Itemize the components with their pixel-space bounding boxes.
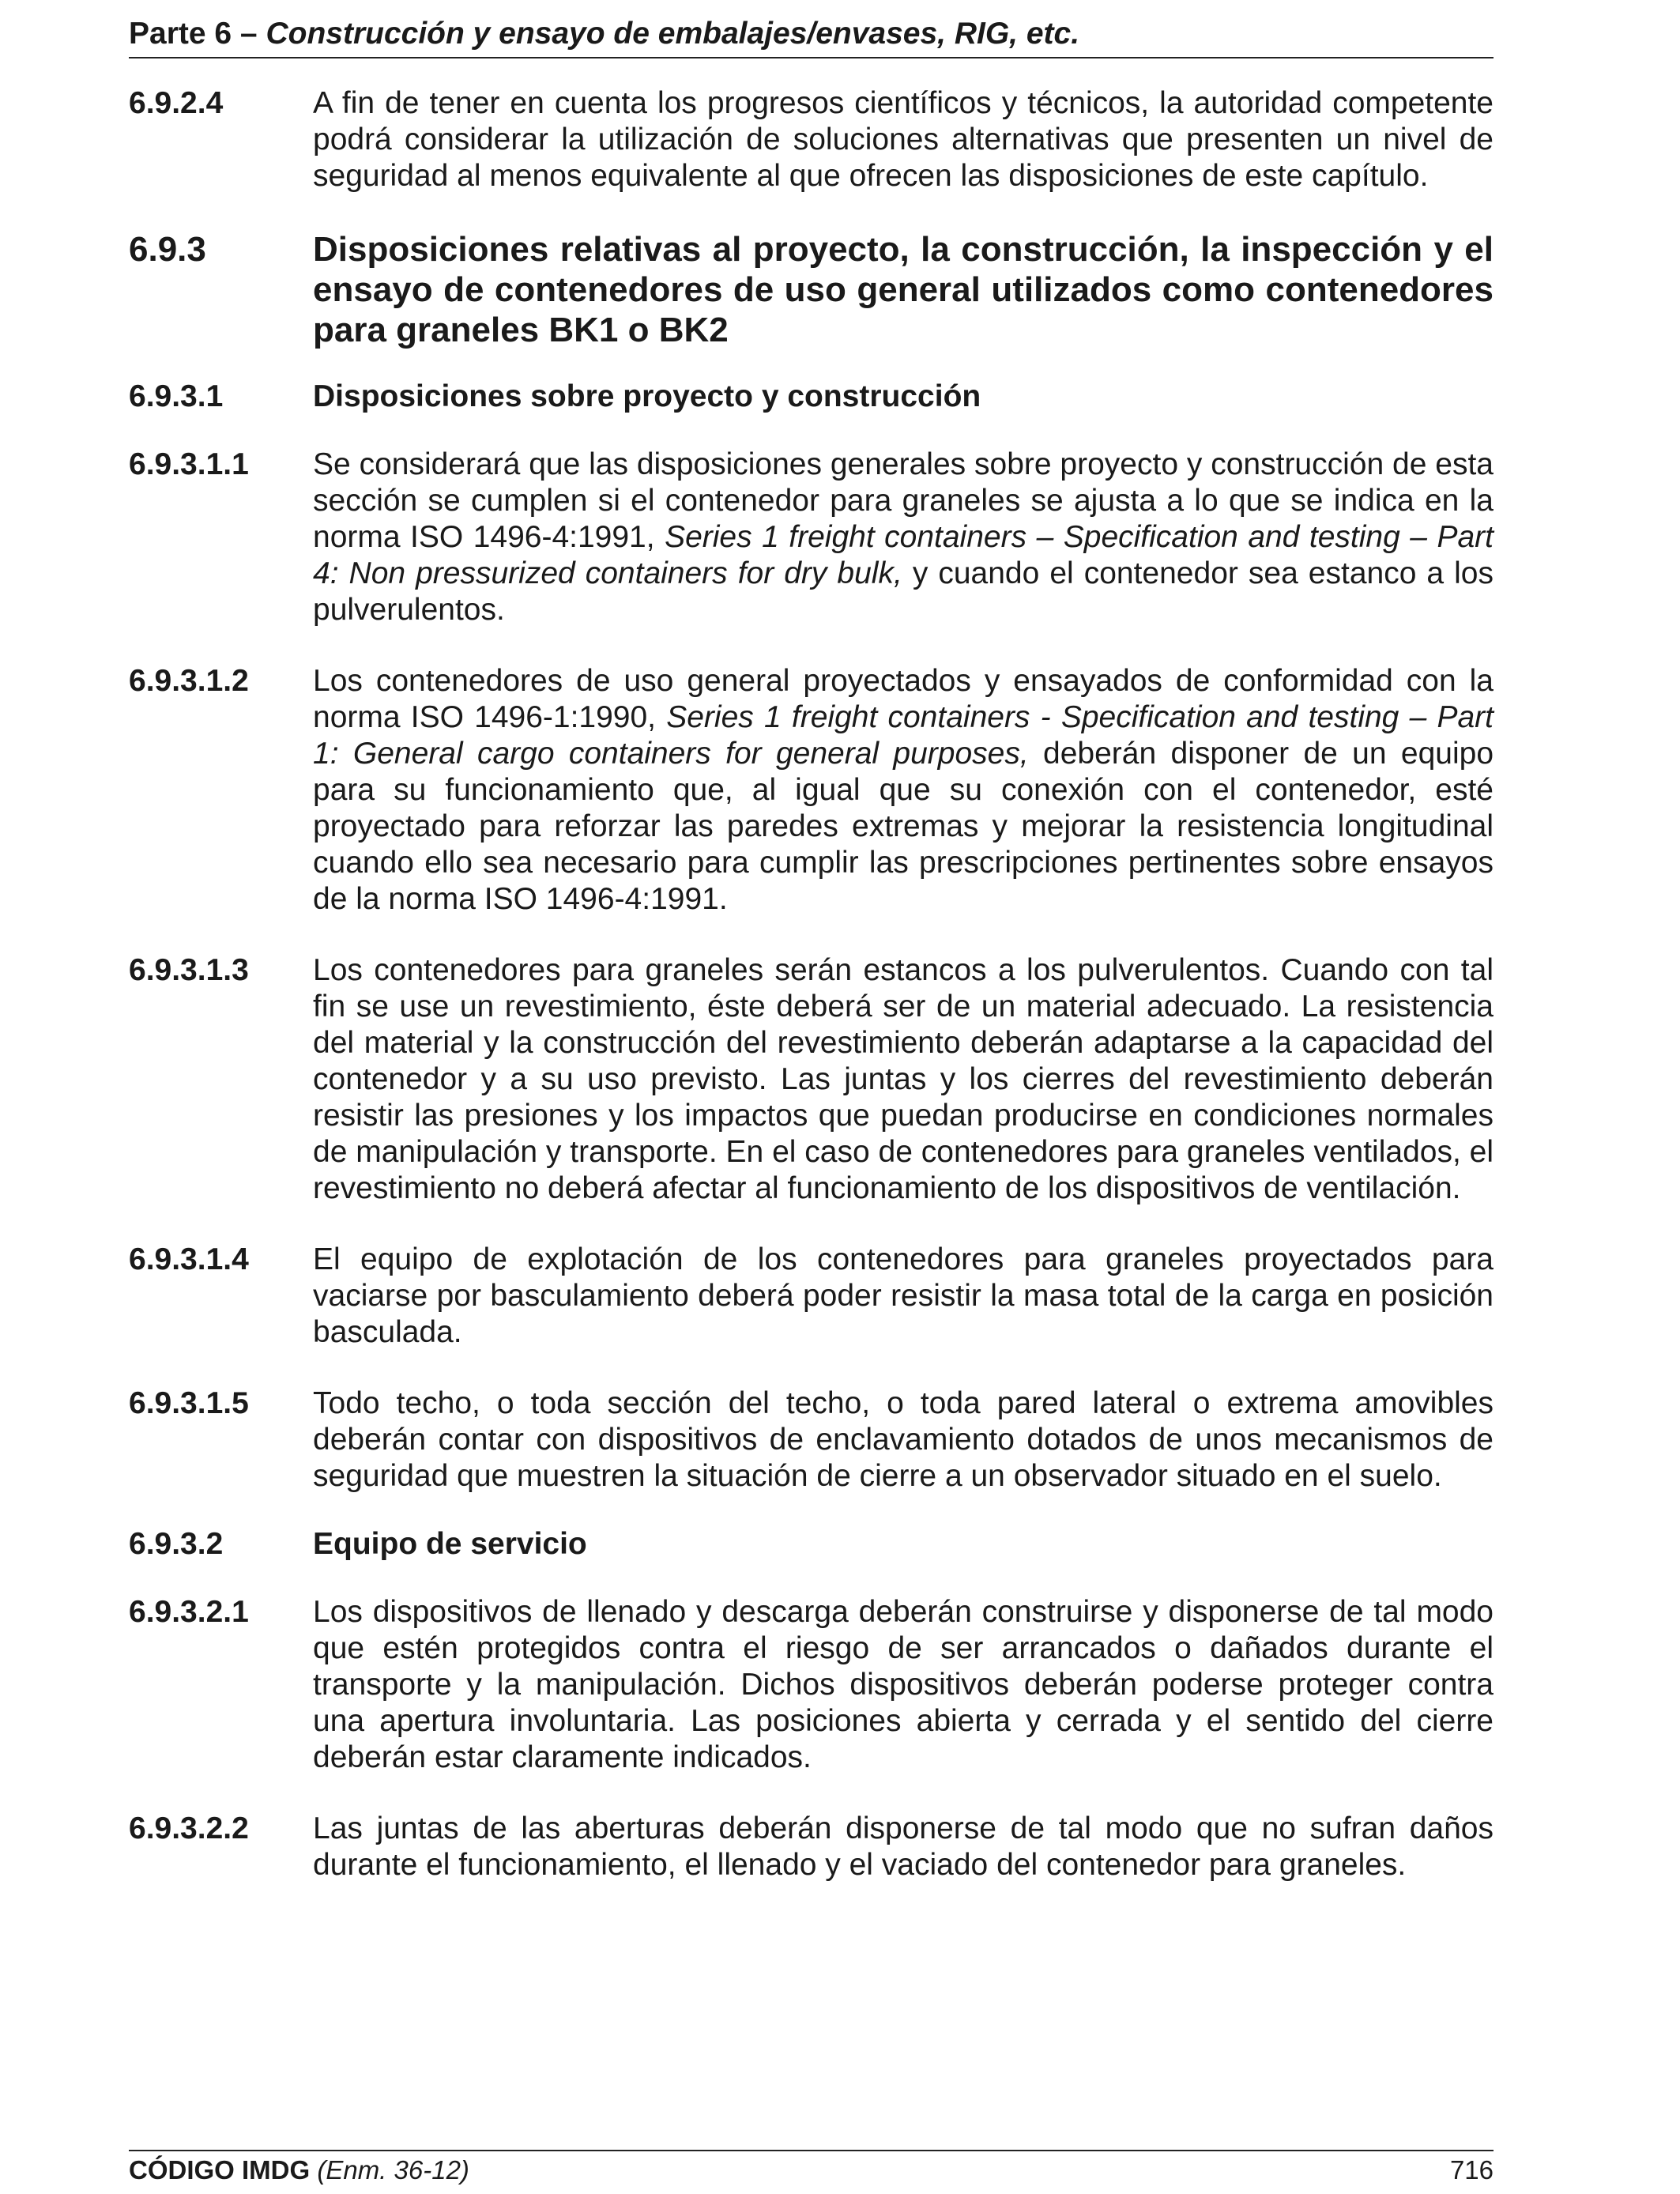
- section-6-9-3-2-2: [129, 1811, 1494, 1883]
- section-text: Los dispositivos de llenado y descarga deberán construirse y disponerse de tal modo que estén protegidos contra el riesgo de ser arrancados o dañados durante el transporte y la manipulación. Dichos dispositivos deberán poderse proteger contra una apertura involuntaria. Las posiciones abierta y cerrada y el sentido del cierre deberán estar claramente indicados.: [313, 1595, 1494, 1774]
- section-text: Las juntas de las aberturas deberán disponerse de tal modo que no sufran daños durante el funcionamiento, el llenado y el vaciado del contenedor para graneles.: [313, 1811, 1494, 1882]
- section-6-9-3-1-2: [129, 663, 1494, 918]
- text-part: Se considerará que las disposiciones generales sobre proyecto y construcción de esta sección se cumplen si el contenedor para graneles se ajusta a lo que se indica en la norma ISO 1496-4:1991,: [313, 447, 1494, 554]
- part-title: Construcción y ensayo de embalajes/envases, RIG, etc.: [266, 17, 1080, 51]
- text-part: Los contenedores de uso general proyectados y ensayados de conformidad con la norma ISO 1496-1:1990,: [313, 664, 1494, 734]
- section-number: 6.9.3: [129, 230, 206, 269]
- section-6-9-3-2-1: [129, 1594, 1494, 1776]
- section-number: 6.9.2.4: [129, 86, 224, 120]
- section-6-9-3-2-heading: [129, 1526, 1494, 1563]
- code-name: CÓDIGO IMDG: [129, 2155, 311, 2185]
- section-heading: Disposiciones relativas al proyecto, la construcción, la inspección y el ensayo de contenedores de uso general utilizados como contenedores para graneles BK1 o BK2: [313, 230, 1494, 349]
- section-number: 6.9.3.2.1: [129, 1595, 249, 1629]
- section-text: El equipo de explotación de los contenedores para graneles proyectados para vaciarse por basculamiento deberá poder resistir la masa total de la carga en posición basculada.: [313, 1242, 1494, 1349]
- section-number: 6.9.3.1: [129, 379, 224, 413]
- section-6-9-3-1-heading: [129, 379, 1494, 415]
- running-header: [129, 14, 1494, 58]
- section-text: Los contenedores para graneles serán estancos a los pulverulentos. Cuando con tal fin se use un revestimiento, éste deberá ser de un material adecuado. La resistencia del material y la construcción del revestimiento deberán adaptarse a la capacidad del contenedor y a su uso previsto. Las juntas y los cierres del revestimiento deberán resistir las presiones y los impactos que puedan producirse en condiciones normales de manipulación y transporte. En el caso de contenedores para graneles ventilados, el revestimiento no deberá afectar al funcionamiento de los dispositivos de ventilación.: [313, 953, 1494, 1205]
- section-6-9-3-1-5: [129, 1385, 1494, 1495]
- section-6-9-3-1-1: [129, 447, 1494, 628]
- section-heading: Equipo de servicio: [313, 1527, 587, 1561]
- section-text: [313, 447, 1494, 628]
- section-text: A fin de tener en cuenta los progresos científicos y técnicos, la autoridad competente podrá considerar la utilización de soluciones alternativas que presenten un nivel de seguridad al menos equivalente al que ofrecen las disposiciones de este capítulo.: [313, 86, 1494, 193]
- standard-title: Series 1 freight containers – Specification and testing – Part 4: Non pressurized containers for dry bulk,: [313, 520, 1494, 590]
- section-text: Todo techo, o toda sección del techo, o toda pared lateral o extrema amovibles deberán contar con dispositivos de enclavamiento dotados de unos mecanismos de seguridad que muestren la situación de cierre a un observador situado en el suelo.: [313, 1386, 1494, 1493]
- section-6-9-3-1-3: [129, 952, 1494, 1207]
- section-number: 6.9.3.1.5: [129, 1386, 249, 1420]
- standard-title: Series 1 freight containers - Specification and testing – Part 1: General cargo containers for general purposes,: [313, 700, 1494, 771]
- section-number: 6.9.3.1.1: [129, 447, 249, 481]
- section-number: 6.9.3.2.2: [129, 1811, 249, 1845]
- document-body: [129, 85, 1494, 1918]
- running-footer: [129, 2150, 1494, 2186]
- page-number: 716: [1449, 2155, 1494, 2185]
- amendment-label: (Enm. 36-12): [317, 2155, 469, 2185]
- section-heading: Disposiciones sobre proyecto y construcción: [313, 379, 981, 413]
- part-label: Parte 6 –: [129, 17, 266, 51]
- document-code: [129, 2154, 469, 2186]
- section-6-9-2-4: [129, 85, 1494, 194]
- section-number: 6.9.3.1.2: [129, 664, 249, 698]
- section-6-9-3-heading: [129, 229, 1494, 350]
- text-part: y cuando el contenedor sea estanco a los pulverulentos.: [313, 556, 1494, 627]
- section-number: 6.9.3.1.3: [129, 953, 249, 987]
- section-number: 6.9.3.1.4: [129, 1242, 249, 1276]
- section-number: 6.9.3.2: [129, 1527, 224, 1561]
- section-text: [313, 663, 1494, 918]
- section-6-9-3-1-4: [129, 1242, 1494, 1351]
- text-part: deberán disponer de un equipo para su funcionamiento que, al igual que su conexión con el contenedor, esté proyectado para reforzar las paredes extremas y mejorar la resistencia longitudinal cuando ello sea necesario para cumplir las prescripciones pertinentes sobre ensayos de la norma ISO 1496-4:1991.: [313, 737, 1494, 916]
